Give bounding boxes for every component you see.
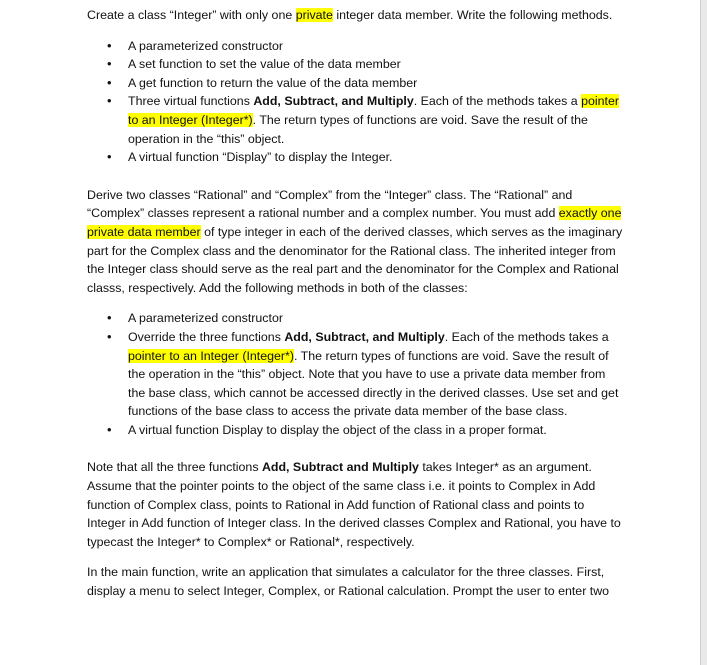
list-item: • A set function to set the value of the data member — [87, 55, 625, 74]
intro-paragraph: Create a class “Integer” with only one private integer data member. Write the following methods. — [87, 8, 613, 22]
highlight-private: private — [295, 8, 333, 22]
highlight-exactly-one: exactly one private data member — [87, 206, 622, 239]
list-item: • A parameterized constructor — [87, 309, 625, 328]
derived-methods-list — [87, 309, 625, 439]
note-paragraph: Note that all the three functions Add, Subtract and Multiply takes Integer* as an argument. Assume that the pointer points to the object of the same class i.e. it points to Complex in Add function of Complex class, points to Rational in Add function of Rational class and points to Integer in Add function of Integer class. In the derived classes Complex and Rational, you have to typecast the Integer* to Complex* or Rational*, respectively. — [87, 460, 621, 549]
integer-methods-list — [87, 37, 625, 167]
list-item: • A parameterized constructor — [87, 37, 625, 56]
highlight-pointer: pointer to an Integer (Integer*) — [128, 348, 294, 363]
list-item: • A get function to return the value of the data member — [87, 74, 625, 93]
page-edge — [700, 0, 707, 665]
document-page — [87, 6, 625, 601]
highlight-pointer: pointer to an Integer (Integer*) — [128, 94, 619, 127]
list-item: • A virtual function “Display” to display the Integer. — [87, 148, 625, 167]
list-item: • Override the three functions Add, Subtract, and Multiply. Each of the methods takes a pointer to an Integer (Integer*). The return types of functions are void. Save the result of the operation in the “this” object. Note that you have to use a private data member from the base class, which cannot be accessed directly in the derived classes. Use set and get functions of the base class to access the private data member of the base class. — [87, 328, 625, 421]
list-item: • A virtual function Display to display the object of the class in a proper format. — [87, 421, 625, 440]
list-item: • Three virtual functions Add, Subtract, and Multiply. Each of the methods takes a pointer to an Integer (Integer*). The return types of functions are void. Save the result of the operation in the “this” object. — [87, 92, 625, 148]
derive-paragraph: Derive two classes “Rational” and “Complex” from the “Integer” class. The “Rational” and “Complex” classes represent a rational number and a complex number. You must add exactly one private data member of type integer in each of the derived classes, which serves as the imaginary part for the Complex class and the denominator for the Rational class. The inherited integer from the Integer class should serve as the real part and the denominator for the Complex and Rational classs, respectively. Add the following methods in both of the classes: — [87, 187, 623, 295]
main-paragraph: In the main function, write an application that simulates a calculator for the three classes. First, display a menu to select Integer, Complex, or Rational calculation. Prompt the user to enter two — [87, 565, 610, 599]
